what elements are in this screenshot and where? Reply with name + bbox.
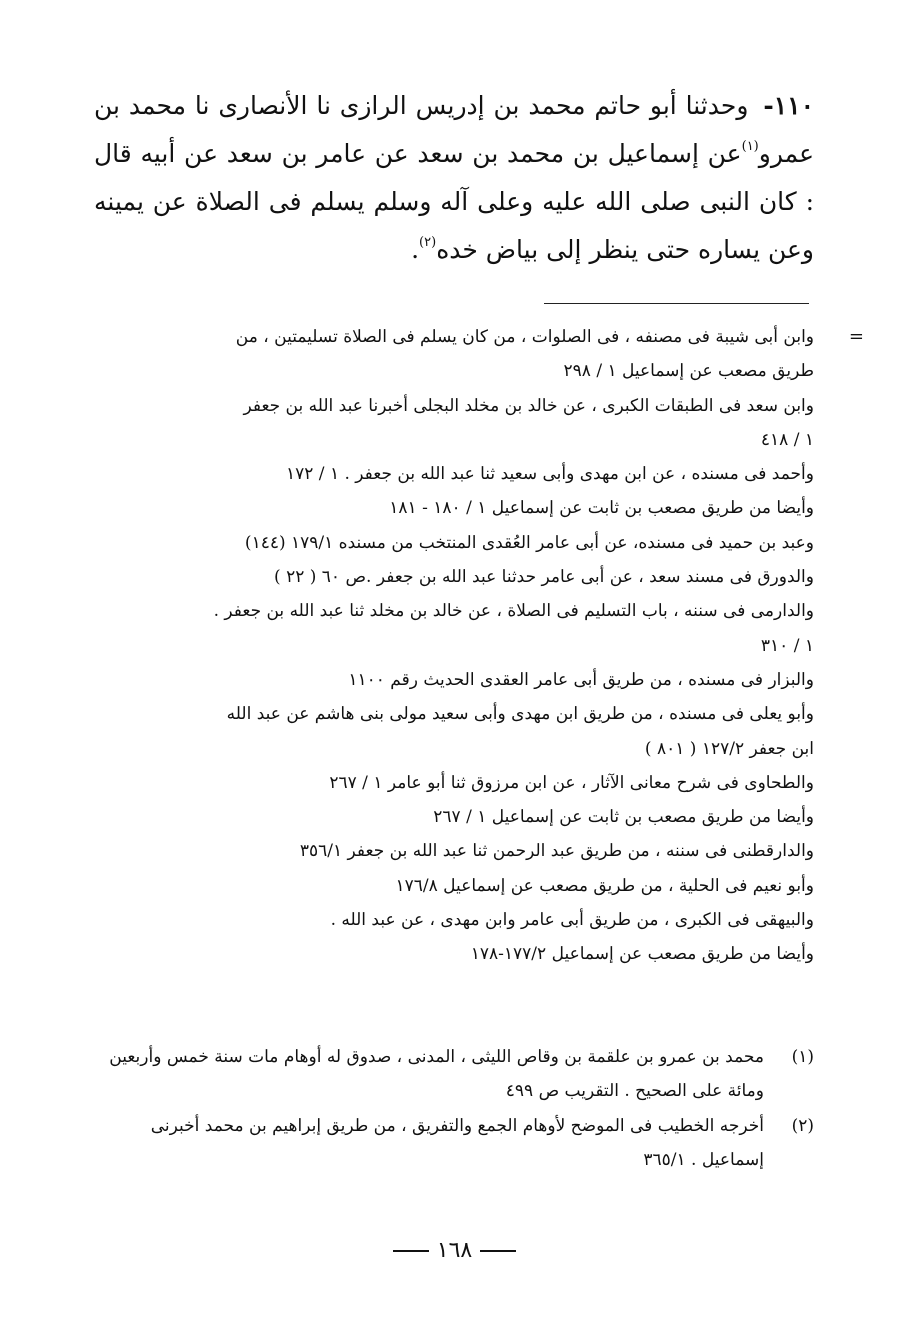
note-line: وأيضا من طريق مصعب عن إسماعيل ١٧٧/٢-١٧٨ [470, 944, 814, 965]
note-line: والدورق فى مسند سعد ، عن أبى عامر حدثنا عبد الله بن جعفر .ص ٦٠ ( ٢٢ ) [274, 567, 814, 588]
footnote-text-1: محمد بن عمرو بن علقمة بن وقاص الليثى ، المدنى ، صدوق له أوهام مات سنة خمس وأربعين ومائة على الصحيح . التقريب ص ٤٩٩ [109, 1047, 764, 1102]
note-line: والدارقطنى فى سننه ، من طريق عبد الرحمن ثنا عبد الله بن جعفر ٣٥٦/١ [299, 841, 814, 862]
note-line: وأيضا من طريق مصعب بن ثابت عن إسماعيل ١ / ١٨٠ - ١٨١ [389, 498, 814, 519]
note-line: وابن أبى شيبة فى مصنفه ، فى الصلوات ، من كان يسلم فى الصلاة تسليمتين ، من [235, 327, 814, 347]
note-line: ١ / ٣١٠ [760, 635, 814, 656]
hadith-text-end: . [411, 235, 420, 264]
continuation-marker: = [848, 326, 864, 347]
takhrij-notes [114, 320, 864, 972]
hadith-number: ١١٠- [763, 91, 815, 120]
footnote-marker-1: (١) [791, 1047, 814, 1067]
note-line: وأحمد فى مسنده ، عن ابن مهدى وأبى سعيد ثنا عبد الله بن جعفر . ١ / ١٧٢ [286, 464, 814, 485]
page-number-dash [393, 1250, 429, 1252]
hadith-text-part1: وحدثنا أبو حاتم محمد بن إدريس الرازى نا الأنصارى نا محمد بن عمرو [94, 91, 814, 168]
footnote-separator [544, 303, 809, 304]
note-line: والدارمى فى سننه ، باب التسليم فى الصلاة ، عن خالد بن مخلد ثنا عبد الله بن جعفر . [213, 601, 814, 622]
note-line: وابن سعد فى الطبقات الكبرى ، عن خالد بن مخلد البجلى أخبرنا عبد الله بن جعفر [243, 395, 814, 416]
note-line: والبزار فى مسنده ، من طريق أبى عامر العقدى الحديث رقم ١١٠٠ [348, 669, 814, 690]
footnotes [94, 1040, 814, 1177]
footnote-ref-2: (٢) [419, 235, 437, 250]
footnote-ref-1: (١) [741, 139, 759, 154]
note-line: وعبد بن حميد فى مسنده، عن أبى عامر العُقدى المنتخب من مسنده ١٧٩/١ (١٤٤) [244, 532, 814, 553]
note-line: وأبو نعيم فى الحلية ، من طريق مصعب عن إسماعيل ١٧٦/٨ [395, 875, 814, 896]
page-number-footer [0, 1238, 909, 1263]
footnote-marker-2: (٢) [791, 1115, 814, 1136]
hadith-text-part2: عن إسماعيل بن محمد بن سعد عن عامر بن سعد عن أبيه قال : كان النبى صلى الله عليه وعلى آله وسلم يسلم فى الصلاة عن يمينه وعن يساره حتى ينظر إلى بياض خده [94, 139, 814, 264]
page-number: ١٦٨ [436, 1238, 473, 1263]
note-line: والبيهقى فى الكبرى ، من طريق أبى عامر وابن مهدى ، عن عبد الله . [330, 910, 814, 931]
note-line: ابن جعفر ١٢٧/٢ ( ٨٠١ ) [644, 738, 814, 759]
note-line: وأبو يعلى فى مسنده ، من طريق ابن مهدى وأبى سعيد مولى بنى هاشم عن عبد الله [226, 704, 814, 725]
footnote-text-2: أخرجه الخطيب فى الموضح لأوهام الجمع والتفريق ، من طريق إبراهيم بن محمد أخبرنى إسماعيل . ٣٦٥/١ [150, 1115, 764, 1170]
note-line: وأيضا من طريق مصعب بن ثابت عن إسماعيل ١ / ٢٦٧ [433, 807, 814, 828]
note-line: والطحاوى فى شرح معانى الآثار ، عن ابن مرزوق ثنا أبو عامر ١ / ٢٦٧ [329, 772, 814, 793]
note-line: ١ / ٤١٨ [760, 429, 814, 450]
footnote-2 [94, 1109, 814, 1178]
page-number-dash [480, 1250, 516, 1252]
footnote-1 [94, 1040, 814, 1109]
hadith-paragraph [94, 82, 814, 274]
note-line: طريق مصعب عن إسماعيل ١ / ٢٩٨ [563, 361, 814, 382]
